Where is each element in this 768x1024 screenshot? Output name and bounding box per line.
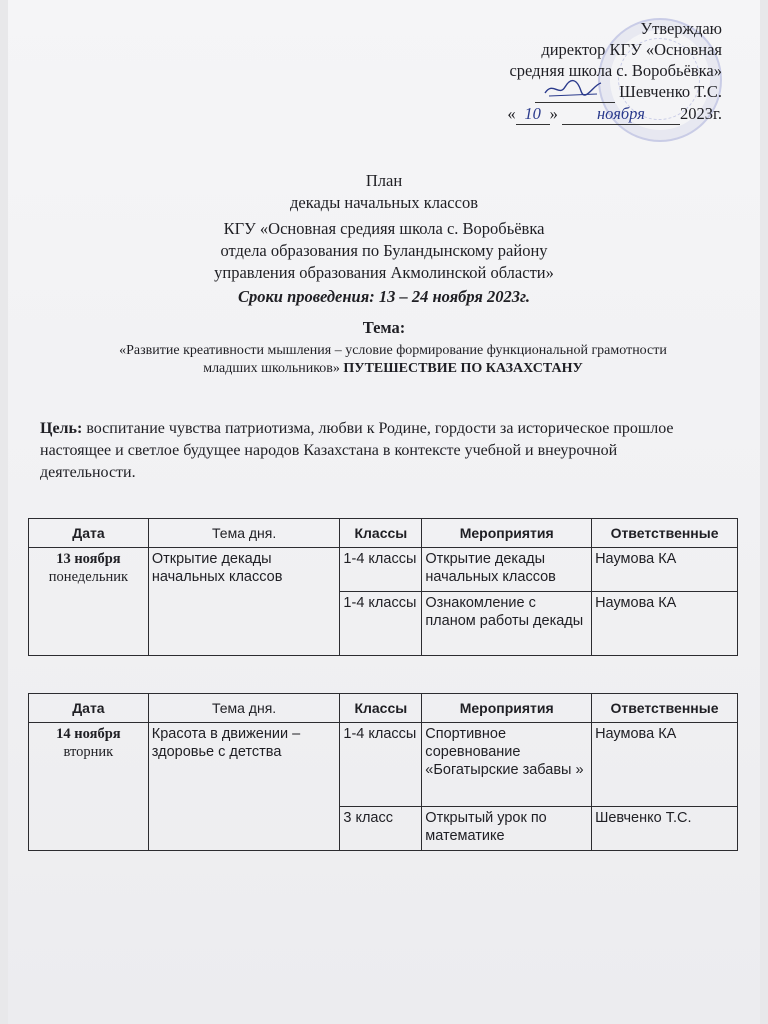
approval-date: « 10 » ноября 2023г.: [507, 104, 722, 123]
theme-text: «Развитие креативности мышления – условие формирование функциональной грамотности младших школьников» ПУТЕШЕСТВИЕ ПО КАЗАХСТАНУ: [119, 343, 667, 376]
event-cell: Спортивное соревнование «Богатырские забавы »: [422, 723, 592, 807]
header-responsible: Ответственные: [592, 694, 738, 723]
table-header-row: [29, 519, 738, 548]
department-name: отдела образования по Буландынскому району: [220, 241, 548, 260]
goal-paragraph: [40, 418, 710, 484]
header-responsible: Ответственные: [592, 519, 738, 548]
event-cell: Открытый урок по математике: [422, 807, 592, 851]
classes-cell: 1-4 классы: [340, 723, 422, 807]
table-row: [29, 548, 738, 592]
header-events: Мероприятия: [422, 519, 592, 548]
approval-date-month: ноября: [562, 103, 680, 125]
responsible-cell: Наумова КА: [592, 548, 738, 592]
header-date: Дата: [29, 519, 149, 548]
dates-line: Сроки проведения: 13 – 24 ноября 2023г.: [237, 287, 531, 306]
header-topic: Тема дня.: [148, 694, 340, 723]
topic-cell: Красота в движении – здоровье с детства: [148, 723, 340, 851]
responsible-cell: Наумова КА: [592, 592, 738, 656]
table-row: [29, 723, 738, 807]
header-classes: Классы: [340, 694, 422, 723]
document-page: [8, 0, 760, 1024]
date-cell: 14 ноября вторник: [29, 723, 149, 851]
table-header-row: [29, 694, 738, 723]
approval-position: директор КГУ «Основная: [541, 40, 722, 59]
goal-label: Цель:: [40, 420, 83, 437]
classes-cell: 3 класс: [340, 807, 422, 851]
responsible-cell: Наумова КА: [592, 723, 738, 807]
responsible-cell: Шевченко Т.С.: [592, 807, 738, 851]
header-topic: Тема дня.: [148, 519, 340, 548]
event-cell: Открытие декады начальных классов: [422, 548, 592, 592]
approval-signature-line: [507, 81, 722, 103]
header-events: Мероприятия: [422, 694, 592, 723]
classes-cell: 1-4 классы: [340, 548, 422, 592]
goal-text: воспитание чувства патриотизма, любви к Родине, гордости за историческое прошлое настоящее и светлое будущее народов Казахстана в контексте учебной и внеурочной деятельности.: [40, 420, 674, 481]
approval-date-day: 10: [516, 103, 550, 125]
approval-date-year: 2023г.: [679, 104, 722, 123]
date-cell: 13 ноября понедельник: [29, 548, 149, 656]
approval-school: средняя школа с. Воробьёвка»: [509, 61, 722, 80]
administration-name: управления образования Акмолинской области»: [214, 263, 554, 282]
approval-director-name: Шевченко Т.С.: [619, 82, 722, 101]
signature-icon: [543, 77, 603, 99]
school-name: КГУ «Основная средияя школа с. Воробьёвка: [223, 219, 545, 238]
header-classes: Классы: [340, 519, 422, 548]
topic-cell: Открытие декады начальных классов: [148, 548, 340, 656]
plan-subtitle: декады начальных классов: [290, 193, 478, 212]
approval-title: Утверждаю: [640, 19, 722, 38]
event-cell: Ознакомление с планом работы декады: [422, 592, 592, 656]
schedule-table-2: [28, 693, 738, 851]
approval-block: [507, 18, 722, 125]
schedule-table-1: [28, 518, 738, 656]
header-date: Дата: [29, 694, 149, 723]
classes-cell: 1-4 классы: [340, 592, 422, 656]
plan-title: План: [365, 171, 403, 190]
theme-label: Тема:: [362, 318, 406, 337]
